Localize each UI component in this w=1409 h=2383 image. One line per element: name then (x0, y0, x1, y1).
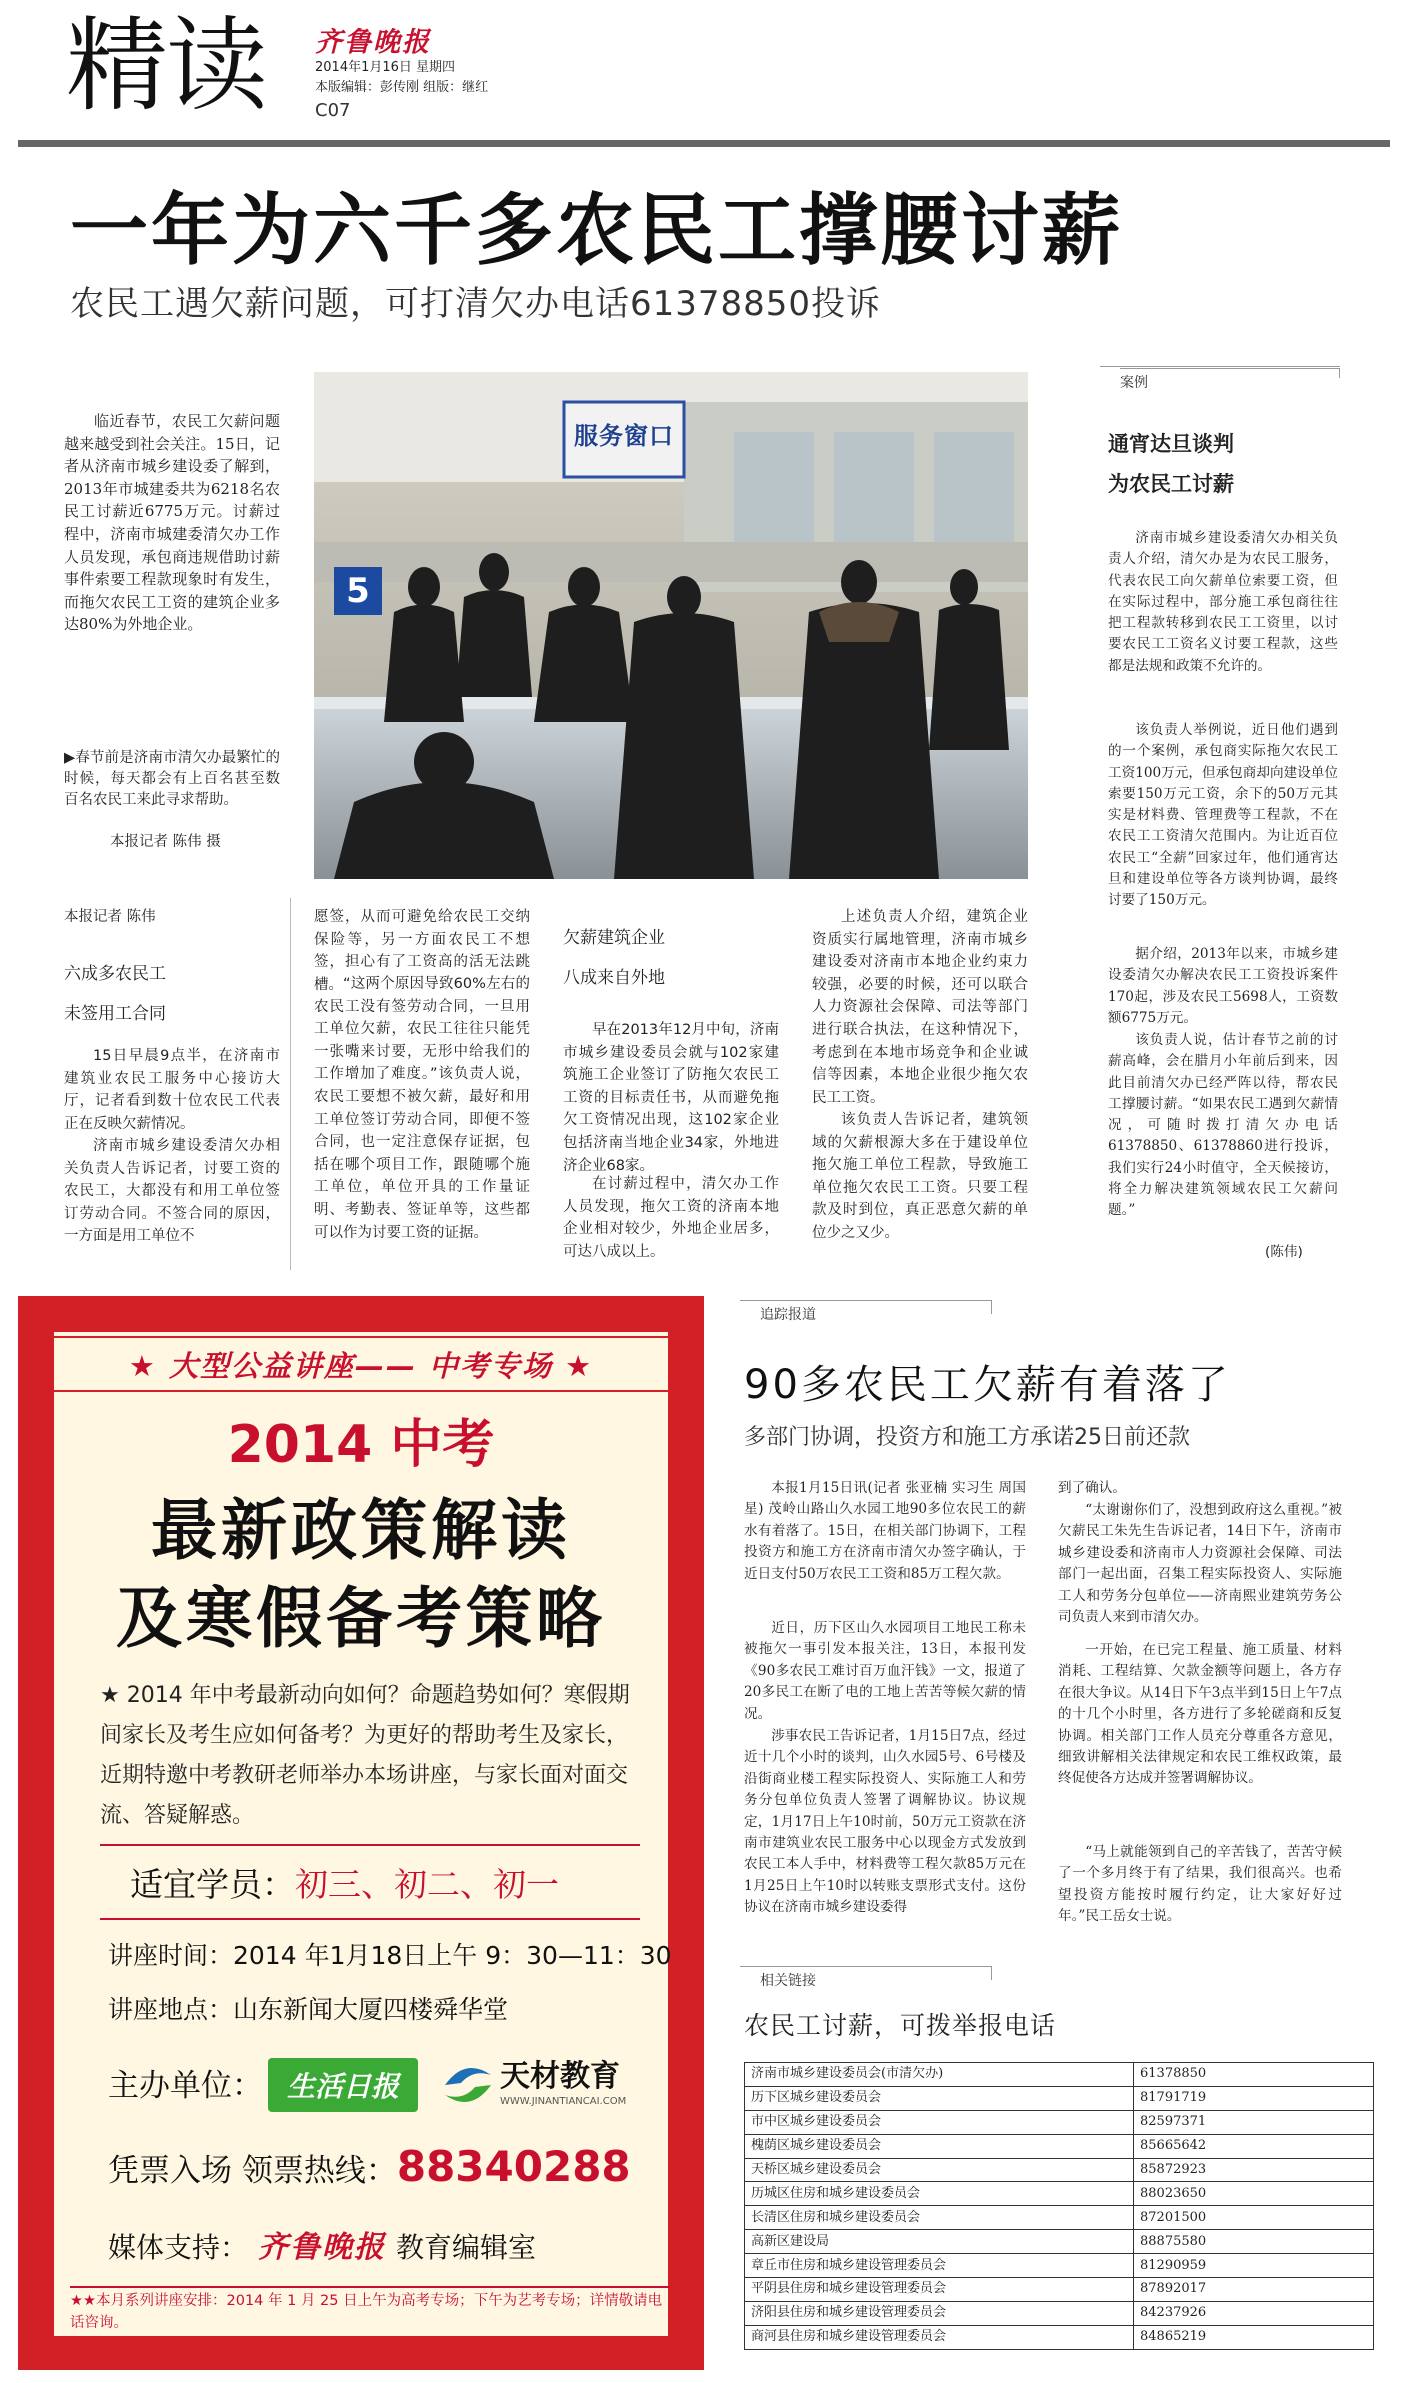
ad-media-paper: 齐鲁晚报 (258, 2230, 387, 2265)
section1-title-b: 未签用工合同 (64, 1004, 166, 1024)
follow-col2-paragraph-1: 到了确认。 (1058, 1480, 1126, 1496)
column-divider (290, 898, 291, 1270)
office-phone: 85665642 (1134, 2134, 1374, 2158)
office-name: 高新区建设局 (745, 2230, 1134, 2254)
ad-title-line-1: 最新政策解读 (151, 1492, 571, 1569)
follow-headline: 90多农民工欠薪有着落了 (744, 1362, 1231, 1408)
table-row (745, 2182, 1374, 2206)
links-tag: 相关链接 (760, 1973, 816, 1989)
ad-place: 讲座地点：山东新闻大厦四楼舜华堂 (108, 1995, 509, 2024)
case-title-b: 为农民工讨薪 (1108, 472, 1234, 496)
ad-media-label: 媒体支持： (108, 2231, 249, 2264)
office-phone: 87201500 (1134, 2206, 1374, 2230)
ad-time: 讲座时间：2014 年1月18日上午 9：30—11：30 (108, 1941, 672, 1970)
office-phone: 85872923 (1134, 2158, 1374, 2182)
hotline-table-body (744, 2062, 1374, 2350)
table-row (745, 2254, 1374, 2278)
ad-title-year: 2014 中考 (227, 1415, 495, 1475)
col4-paragraph-1: 上述负责人介绍，建筑企业资质实行属地管理，济南市城乡建设委对济南市本地企业约束力较强，必要的时候，还可以联合人力资源社会保障、司法等部门进行联合执法，在这种情况下，考虑到在本地市场竞争和企业诚信等因素，本地企业很少拖欠农民工工资。 (812, 909, 1028, 1106)
ad-divider-3 (70, 2286, 670, 2288)
case-title-a: 通宵达旦谈判 (1108, 432, 1234, 456)
editors-line: 本版编辑：彭传刚 组版：继红 (315, 80, 489, 95)
office-phone: 88023650 (1134, 2182, 1374, 2206)
col4-paragraph-2: 该负责人告诉记者，建筑领域的欠薪根源大多在于建设单位拖欠施工单位工程款，导致施工单位拖欠农民工工资。只要工程款及时到位，真正恶意欠薪的单位少之又少。 (812, 1112, 1028, 1241)
office-name: 历城区住房和城乡建设委员会 (745, 2182, 1134, 2206)
issue-date: 2014年1月16日 星期四 (315, 60, 456, 75)
office-phone: 87892017 (1134, 2278, 1374, 2302)
ad-audience-label: 适宜学员： (130, 1865, 295, 1904)
col1-paragraph-2: 济南市城乡建设委清欠办相关负责人告诉记者，讨要工资的农民工，大都没有和用工单位签订劳动合同。不签合同的原因，一方面是用工单位不 (64, 1138, 280, 1245)
table-row (745, 2301, 1374, 2325)
office-phone: 84865219 (1134, 2325, 1374, 2349)
ad-title-line-2: 及寒假备考策略 (116, 1580, 606, 1657)
case-paragraph-4: 该负责人说，估计春节之前的讨薪高峰，会在腊月小年前后到来，因此目前清欠办已经严阵以待，帮农民工撑腰讨薪。“如果农民工遇到欠薪情况，可随时拨打清欠办电话61378850、61378860进行投诉，我们实行24小时值守，全天候接访，将全力解决建筑领域农民工欠薪问题。” (1108, 1032, 1338, 1219)
photo-sign: 服务窗口 (574, 421, 674, 450)
section2-title-b: 八成来自外地 (563, 968, 665, 988)
ad-host-label: 主办单位： (108, 2068, 263, 2104)
ad-divider (100, 1844, 640, 1846)
ad-intro: ★ 2014 年中考最新动向如何？命题趋势如何？寒假期间家长及考生应如何备考？为更好的帮助考生及家长，近期特邀中考教研老师举办本场讲座，与家长面对面交流、答疑解惑。 (100, 1683, 630, 1828)
page-number: C07 (315, 100, 351, 121)
ad-ticket (108, 2140, 631, 2198)
col3-paragraph-2: 在讨薪过程中，清欠办工作人员发现，拖欠工资的济南本地企业相对较少，外地企业居多，可达八成以上。 (563, 1176, 779, 1260)
office-name: 济南市城乡建设委员会(市清欠办) (745, 2063, 1134, 2087)
ad-media-dept: 教育编辑室 (396, 2231, 537, 2264)
table-row (745, 2158, 1374, 2182)
case-signature: (陈伟) (1265, 1244, 1303, 1260)
links-title: 农民工讨薪，可拨举报电话 (744, 2011, 1057, 2040)
office-phone: 61378850 (1134, 2063, 1374, 2087)
ad-footnote: ★★本月系列讲座安排：2014 年 1 月 25 日上午为高考专场；下午为艺考专场；详情敬请电话咨询。 (70, 2293, 663, 2331)
office-name: 市中区城乡建设委员会 (745, 2110, 1134, 2134)
ad-media (108, 2226, 536, 2270)
ad-host-name-2: 天材教育 (500, 2059, 620, 2094)
col3-paragraph-1: 早在2013年12月中旬，济南市城乡建设委员会就与102家建筑施工企业签订了防拖欠农民工工资的目标责任书，从而避免拖欠工资情况出现，这102家企业包括济南当地企业34家，外地进济企业68家。 (563, 1022, 779, 1174)
table-row (745, 2086, 1374, 2110)
office-phone: 88875580 (1134, 2230, 1374, 2254)
table-row (745, 2230, 1374, 2254)
follow-col2-paragraph-3: 一开始，在已完工程量、施工质量、材料消耗、工程结算、欠款金额等问题上，各方存在很大争议。从14日下午3点半到15日上午7点的十几个小时里，各方进行了多轮磋商和反复协调。相关部门工作人员充分尊重各方意见，细致讲解相关法律规定和农民工维权政策，最终促使各方达成并签署调解协议。 (1058, 1642, 1342, 1787)
office-phone: 81791719 (1134, 2086, 1374, 2110)
photo-credit: 本报记者 陈伟 摄 (110, 834, 221, 850)
case-tag-frame (1120, 368, 1340, 378)
follow-col1-paragraph-2: 近日，历下区山久水园项目工地民工称未被拖欠一事引发本报关注，13日，本报刊发《90多农民工难讨百万血汗钱》一文，报道了20多民工在断了电的工地上苦苦等候欠薪的情况。 (744, 1620, 1026, 1722)
ad-ticket-phone: 88340288 (396, 2142, 631, 2191)
table-row (745, 2063, 1374, 2087)
byline: 本报记者 陈伟 (64, 909, 156, 925)
table-row (745, 2278, 1374, 2302)
main-headline: 一年为六千多农民工撑腰讨薪 (70, 186, 1124, 276)
col2-paragraph-2: “这两个原因导致60%左右的农民工没有签劳动合同，一旦用工单位欠薪，农民工往往只能凭一张嘴来讨要，无形中给我们的工作增加了难度。”该负责人说，农民工要想不被欠薪，最好和用工单位签订劳动合同，即便不签合同，也一定注意保存证据，包括在哪个项目工作，跟随哪个施工单位，单位开具的工作量证明、考勤表、签证单等，这些都可以作为讨要工资的证据。 (314, 976, 530, 1241)
col1-paragraph-1: 15日早晨9点半，在济南市建筑业农民工服务中心接访大厅，记者看到数十位农民工代表正在反映欠薪情况。 (64, 1048, 280, 1132)
ad-host-url: WWW.JINANTIANCAI.COM (500, 2096, 627, 2107)
follow-subhead: 多部门协调，投资方和施工方承诺25日前还款 (744, 1425, 1190, 1450)
table-row (745, 2110, 1374, 2134)
follow-col1-paragraph-1: 本报1月15日讯(记者 张亚楠 实习生 周国星) 茂岭山路山久水园工地90多位农民工的薪水有着落了。15日，在相关部门协调下，工程投资方和施工方在济南市清欠办签字确认，于近日支付50万农民工工资和85万工程欠款。 (744, 1480, 1026, 1582)
masthead-rule (18, 140, 1390, 147)
case-paragraph-2: 该负责人举例说，近日他们遇到的一个案例，承包商实际拖欠农民工工资100万元，但承包商却向建设单位索要150万元工资，余下的50万元其实是材料费、管理费等工程款，不在农民工工资清欠范围内。为让近百位农民工“全薪”回家过年，他们通宵达旦和建设单位等各方谈判协调，最终讨要了150万元。 (1108, 722, 1338, 909)
office-name: 槐荫区城乡建设委员会 (745, 2134, 1134, 2158)
ad-audience-value: 初三、初二、初一 (295, 1865, 559, 1904)
news-photo (314, 372, 1028, 879)
ad-banner-frame (54, 1336, 668, 1392)
table-row (745, 2206, 1374, 2230)
ad-audience (130, 1862, 559, 1908)
table-row (745, 2325, 1374, 2349)
ad-ticket-label: 凭票入场 领票热线： (108, 2153, 397, 2189)
case-tag: 案例 (1120, 375, 1148, 391)
paper-logo: 齐鲁晚报 (315, 27, 431, 58)
case-paragraph-3: 据介绍，2013年以来，市城乡建设委清欠办解决农民工工资投诉案件170起，涉及农民工5698人，工资数额6775万元。 (1108, 946, 1338, 1026)
office-name: 章丘市住房和城乡建设管理委员会 (745, 2254, 1134, 2278)
hotline-table (744, 2062, 1374, 2350)
photo-caption: ▶春节前是济南市清欠办最繁忙的时候，每天都会有上百名甚至数百名农民工来此寻求帮助。 (64, 750, 280, 808)
case-rule (1100, 366, 1340, 367)
ad-host-logo-1 (268, 2058, 418, 2112)
ad-host-name-1: 生活日报 (286, 2070, 399, 2103)
follow-col1-paragraph-3: 涉事农民工告诉记者，1月15日7点，经过近十几个小时的谈判，山久水园5号、6号楼及沿街商业楼工程实际投资人、实际施工人和劳务分包单位负责人签署了调解协议。协议规定，1月17日上午10时前，50万元工资款在济南市建筑业农民工服务中心以现金方式发放到农民工本人手中，材料费等工程欠款85万元在1月25日上午10时以转账支票形式支付。这份协议在济南市城乡建设委得 (744, 1728, 1026, 1916)
office-name: 商河县住房和城乡建设管理委员会 (745, 2325, 1134, 2349)
section2-title-a: 欠薪建筑企业 (563, 928, 665, 948)
office-phone: 82597371 (1134, 2110, 1374, 2134)
col2-paragraph-1: 愿签，从而可避免给农民工交纳保险等，另一方面农民工不想签，担心有了工资高的活无法跳槽。 (314, 909, 530, 993)
tiancai-logo-icon (440, 2060, 496, 2110)
section-title: 精读 (66, 7, 266, 126)
ad-divider-2 (100, 1918, 640, 1920)
main-subhead: 农民工遇欠薪问题，可打清欠办电话61378850投诉 (70, 284, 882, 324)
follow-col2-paragraph-2: “太谢谢你们了，没想到政府这么重视。”被欠薪民工朱先生告诉记者，14日下午，济南市城乡建设委和济南市人力资源社会保障、司法部门一起出面，召集工程实际投资人、实际施工人和劳务分包单位——济南熙业建筑劳务公司负责人来到市清欠办。 (1058, 1502, 1342, 1626)
case-paragraph-1: 济南市城乡建设委清欠办相关负责人介绍，清欠办是为农民工服务，代表农民工向欠薪单位索要工资，但在实际过程中，部分施工承包商往往把工程款转移到农民工工资里，以讨要农民工工资名义讨要工程款，这些都是法规和政策不允许的。 (1108, 530, 1338, 674)
follow-col2-paragraph-4: “马上就能领到自己的辛苦钱了，苦苦守候了一个多月终于有了结果，我们很高兴。也希望投资方能按时履行约定，让大家好好过年。”民工岳女士说。 (1058, 1844, 1342, 1925)
ad-banner: ★ 大型公益讲座—— 中考专场 ★ (128, 1348, 594, 1383)
office-name: 济阳县住房和城乡建设管理委员会 (745, 2301, 1134, 2325)
lead-paragraph: 临近春节，农民工欠薪问题越来越受到社会关注。15日，记者从济南市城乡建设委了解到，2013年市城建委共为6218名农民工讨薪近6775万元。讨薪过程中，济南市城建委清欠办工作人员发现，承包商违规借助讨薪事件索要工程款现象时有发生，而拖欠农民工工资的建筑企业多达80%为外地企业。 (64, 412, 280, 634)
office-name: 平阴县住房和城乡建设管理委员会 (745, 2278, 1134, 2302)
office-phone: 84237926 (1134, 2301, 1374, 2325)
office-name: 历下区城乡建设委员会 (745, 2086, 1134, 2110)
office-phone: 81290959 (1134, 2254, 1374, 2278)
table-row (745, 2134, 1374, 2158)
section1-title-a: 六成多农民工 (64, 964, 166, 984)
follow-tag: 追踪报道 (760, 1307, 816, 1323)
office-name: 长清区住房和城乡建设委员会 (745, 2206, 1134, 2230)
photo-window-number: 5 (346, 571, 370, 611)
office-name: 天桥区城乡建设委员会 (745, 2158, 1134, 2182)
